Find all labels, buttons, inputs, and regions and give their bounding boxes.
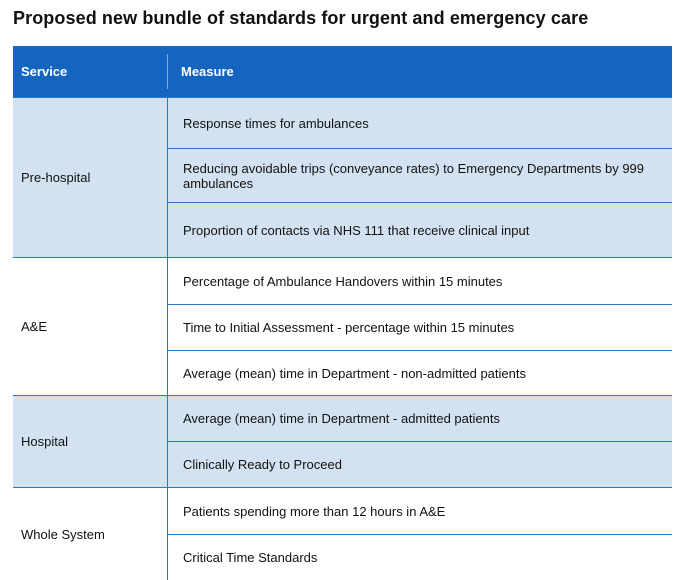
measure-cell: Clinically Ready to Proceed: [168, 441, 672, 487]
column-header-measure: Measure: [181, 64, 234, 79]
measure-cell: Average (mean) time in Department - non-admitted patients: [168, 350, 672, 395]
measure-cell: Critical Time Standards: [168, 534, 672, 580]
measure-cell: Time to Initial Assessment - percentage within 15 minutes: [168, 304, 672, 350]
column-header-service: Service: [21, 64, 68, 79]
header-divider: [167, 54, 168, 89]
group-ae: [13, 257, 672, 395]
standards-table: [13, 46, 672, 580]
service-cell: A&E: [13, 258, 168, 395]
measure-cell: Response times for ambulances: [183, 115, 369, 131]
service-cell: Whole System: [13, 488, 168, 580]
service-cell: Pre-hospital: [13, 98, 168, 257]
measure-cell: Proportion of contacts via NHS 111 that receive clinical input: [168, 202, 672, 257]
measure-cell: Reducing avoidable trips (conveyance rates) to Emergency Departments by 999 ambulances: [168, 148, 672, 202]
service-cell: Hospital: [13, 396, 168, 487]
group-pre-hospital: [13, 97, 672, 257]
group-whole-system: [13, 487, 672, 580]
page-title: Proposed new bundle of standards for urgent and emergency care: [13, 8, 589, 28]
measure-cell: Average (mean) time in Department - admitted patients: [183, 411, 500, 426]
group-hospital: [13, 395, 672, 487]
measure-cell: Patients spending more than 12 hours in A&E: [183, 503, 446, 519]
table-header: [13, 46, 672, 97]
measure-cell: Percentage of Ambulance Handovers within 15 minutes: [183, 273, 503, 289]
